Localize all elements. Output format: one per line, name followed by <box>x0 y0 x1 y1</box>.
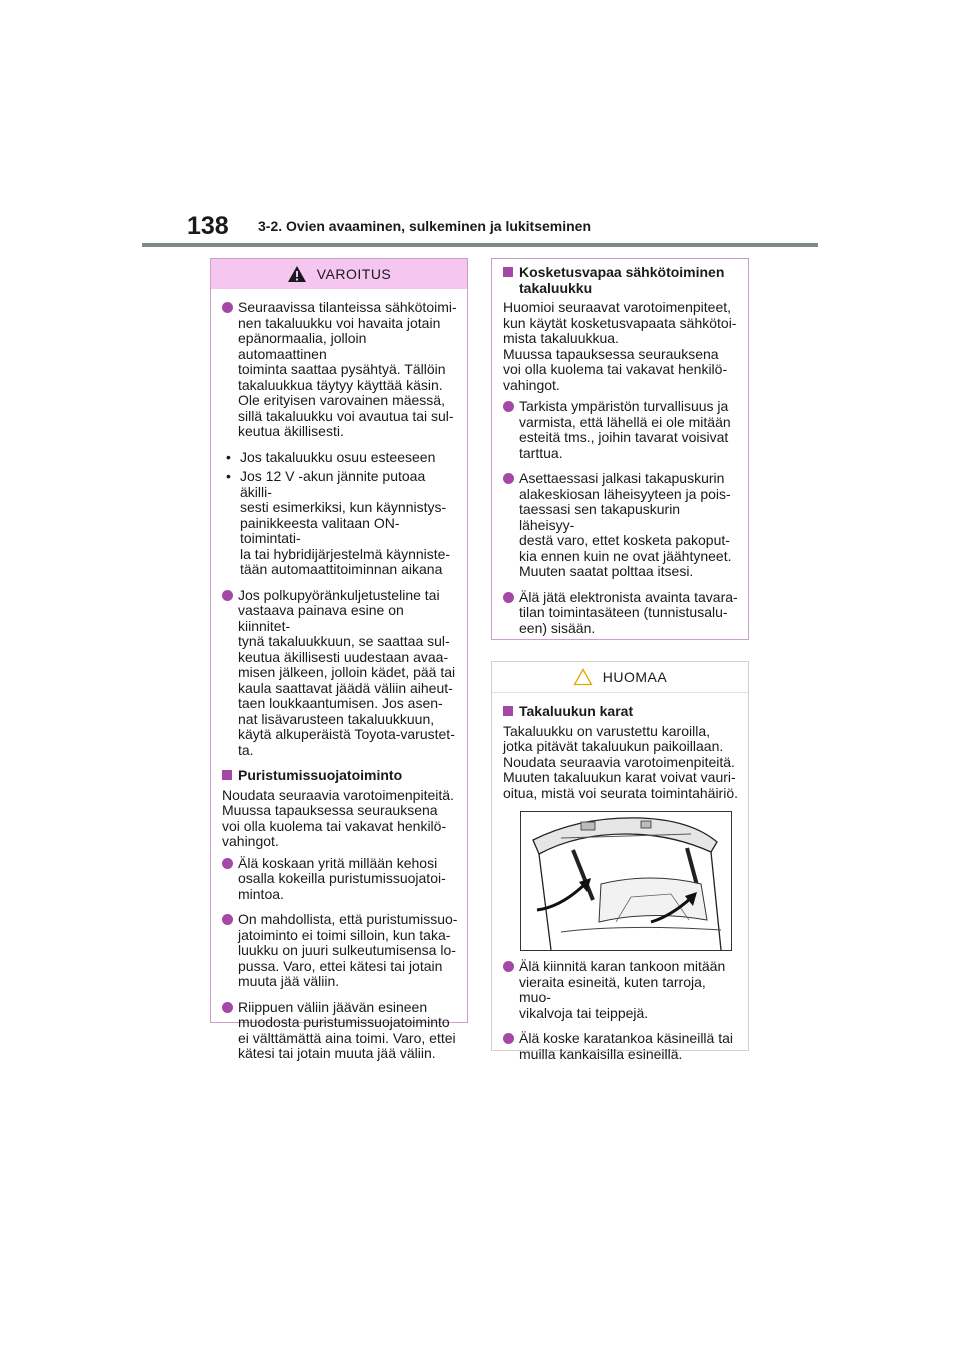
warning-header <box>211 259 467 289</box>
list-item <box>503 590 739 637</box>
text-line: Noudata seuraavia varotoimenpiteitä. <box>503 753 735 770</box>
text-line: tarttua. <box>519 444 563 461</box>
warning-box-left <box>210 258 468 1061</box>
chapter-title: 3-2. Ovien avaaminen, sulkeminen ja lukitseminen <box>258 218 592 234</box>
text-line: On mahdollista, että puristumissuo- <box>238 911 458 927</box>
text-line: Huomioi seuraavat varotoimenpiteet, <box>503 299 732 315</box>
page-number: 138 <box>187 212 229 240</box>
text-line: Älä koske karatankoa käsineillä tai <box>519 1030 734 1046</box>
warning-title: VAROITUS <box>316 266 392 282</box>
text-line: Riippuen väliin jäävän esineen <box>238 998 428 1015</box>
text-line: alakeskiosan läheisyyteen ja pois- <box>519 485 731 502</box>
text-line: kätesi tai jotain muuta jää väliin. <box>238 1045 436 1061</box>
text-line: toiminta saattaa pysähtyä. Tällöin <box>238 361 446 377</box>
text-line: een) sisään. <box>519 619 596 636</box>
warning-box-right <box>491 258 749 640</box>
text-line: Ole erityisen varovainen mäessä, <box>238 392 445 408</box>
list-item <box>222 300 458 440</box>
text-line: muodosta puristumissuojatoiminto <box>238 1014 450 1030</box>
text-line: Muussa tapauksessa seurauksena <box>222 802 438 818</box>
tailgate-strut-drawing <box>521 812 731 950</box>
text-line: osalla kokeilla puristumissuojatoi- <box>238 870 446 886</box>
list-item <box>503 1031 739 1062</box>
text-line: nat lisävarusteen takaluukkuun, <box>238 710 435 727</box>
list-item <box>503 959 739 1021</box>
heading-text: Kosketusvapaa sähkötoiminen <box>519 264 725 280</box>
bullet-dot <box>222 302 233 313</box>
text-line: kia ennen kuin ne ovat jäähtyneet. <box>519 547 732 564</box>
text-line: vahingot. <box>503 376 560 393</box>
notice-title: HUOMAA <box>602 669 668 685</box>
sub-list-item: • Jos 12 V -akun jännite putoaa äkilli- sesti esimerkiksi, kun käynnistys- painikkeesta valitaan ON-toimintati- la tai hybridijärjestelmä käynniste- tään automaattitoiminnan aikana <box>226 469 458 578</box>
bullet-square <box>503 267 513 277</box>
section-heading <box>503 265 739 296</box>
section-heading <box>222 768 458 784</box>
text-line: Muuten takaluukun karat voivat vauri- <box>503 769 736 785</box>
text-line: taessasi sen takapuskurin läheisyy- <box>519 501 681 533</box>
text-line: jatoiminto ei toimi silloin, kun taka- <box>238 926 451 943</box>
text-line: ei välttämättä aina toimi. Varo, ettei <box>238 1029 456 1046</box>
bullet-dot <box>222 590 233 601</box>
sub-list-item: • Jos takaluukku osuu esteeseen <box>226 450 458 466</box>
text-line: Takaluukku on varustettu karoilla, <box>503 722 710 739</box>
text-line: keutua äkillisesti. <box>238 423 344 439</box>
bullet-dot <box>503 1033 514 1044</box>
text-line: painikkeesta valitaan ON-toimintati- <box>240 514 400 546</box>
text-line: käytä alkuperäistä Toyota-varustet- <box>238 726 455 742</box>
text-line: varmista, että lähellä ei ole mitään <box>519 413 731 430</box>
text-line: sillä takaluukku voi avautua tai sul- <box>238 407 454 424</box>
text-line: Muuten saatat polttaa itsesi. <box>519 563 694 579</box>
text-line: Jos 12 V -akun jännite putoaa äkilli- <box>240 468 426 500</box>
text-line: vikalvoja tai teippejä. <box>519 1004 649 1021</box>
bullet-square <box>503 706 513 716</box>
text-line: keutua äkillisesti uudestaan avaa- <box>238 648 449 665</box>
text-line: takaluukkua täytyy käyttää käsin. <box>238 376 443 393</box>
text-line: sesti esimerkiksi, kun käynnistys- <box>240 499 447 515</box>
list-item <box>222 588 458 759</box>
text-line: Seuraavissa tilanteissa sähkötoimi- <box>238 299 457 315</box>
paragraph <box>503 300 739 393</box>
text-line: misen jälkeen, jolloin kädet, pää tai <box>238 664 456 680</box>
text-line: ta. <box>238 741 254 758</box>
heading-text: takaluukku <box>519 279 593 296</box>
text-line: destä varo, ettet kosketa pakoput- <box>519 532 730 548</box>
text-line: voi olla kuolema tai vakavat henkilö- <box>503 361 728 377</box>
text-line: tynä takaluukkuun, se saattaa sul- <box>238 633 450 649</box>
caution-triangle-icon <box>573 668 593 686</box>
text-line: Asettaessasi jalkasi takapuskurin <box>519 470 725 486</box>
text-line: Älä koskaan yritä millään kehosi <box>238 854 438 871</box>
text-line: tilan toimintasäteen (tunnistusalu- <box>519 604 728 620</box>
paragraph <box>503 724 739 802</box>
heading-text: Puristumissuojatoiminto <box>238 767 403 783</box>
text-line: taen loukkaantumisen. Jos asen- <box>238 695 443 711</box>
bullet-dot <box>222 858 233 869</box>
notice-header <box>492 662 748 693</box>
list-item <box>222 856 458 903</box>
text-line: Noudata seuraavia varotoimenpiteitä. <box>222 786 454 803</box>
text-line: epänormaalia, jolloin automaattinen <box>238 330 367 362</box>
paragraph <box>222 788 458 850</box>
text-line: luukku on juuri sulkeutumisensa lo- <box>238 942 456 958</box>
bullet-dot <box>222 1002 233 1013</box>
text-line: Jos polkupyöränkuljetusteline tai <box>238 586 440 603</box>
notice-box <box>491 661 749 1062</box>
text-line: Muussa tapauksessa seurauksena <box>503 345 719 362</box>
text-line: oitua, mistä voi seurata toimintahäiriö. <box>503 784 738 801</box>
bullet-dot <box>503 401 514 412</box>
text-line: pussa. Varo, ettei kätesi tai jotain <box>238 957 443 974</box>
text-line: jotka pitävät takaluukun paikoillaan. <box>503 738 724 754</box>
text-line: nen takaluukku voi havaita jotain <box>238 314 441 331</box>
list-item <box>503 471 739 580</box>
bullet-dot <box>222 914 233 925</box>
page-header <box>0 0 960 250</box>
text-line: mista takaluukkua. <box>503 330 619 346</box>
text-line: kun käytät kosketusvapaata sähkötoi- <box>503 314 737 331</box>
section-heading <box>503 704 739 720</box>
text-line: Älä jätä elektronista avainta tavara- <box>519 588 738 605</box>
text-line: vahingot. <box>222 833 279 849</box>
list-item <box>222 912 458 990</box>
text-line: Älä kiinnitä karan tankoon mitään <box>519 958 726 974</box>
bullet-dot <box>503 592 514 603</box>
bullet-dot <box>503 961 514 972</box>
text-line: vieraita esineitä, kuten tarroja, muo- <box>519 973 706 1005</box>
text-line: muuta jää väliin. <box>238 973 340 989</box>
text-line: muilla kankaisilla esineillä. <box>519 1045 683 1062</box>
text-line: esteitä tms., joihin tavarat voisivat <box>519 429 729 445</box>
text-line: kaula saattavat jäädä väliin aiheut- <box>238 679 453 696</box>
list-item <box>503 399 739 461</box>
text-line: Jos takaluukku osuu esteeseen <box>240 448 436 465</box>
tailgate-illustration <box>520 811 732 951</box>
bullet-dot <box>503 473 514 484</box>
text-line: voi olla kuolema tai vakavat henkilö- <box>222 817 447 834</box>
text-line: la tai hybridijärjestelmä käynniste- <box>240 545 451 562</box>
text-line: vastaava painava esine on kiinnitet- <box>238 602 404 634</box>
text-line: tään automaattitoiminnan aikana <box>240 561 443 577</box>
text-line: Tarkista ympäristön turvallisuus ja <box>519 398 729 414</box>
text-line: mintoa. <box>238 885 284 902</box>
heading-text: Takaluukun karat <box>519 703 634 719</box>
bullet-square <box>222 770 232 780</box>
header-rule <box>142 243 818 247</box>
list-item <box>222 1000 458 1062</box>
warning-triangle-icon <box>287 265 307 283</box>
